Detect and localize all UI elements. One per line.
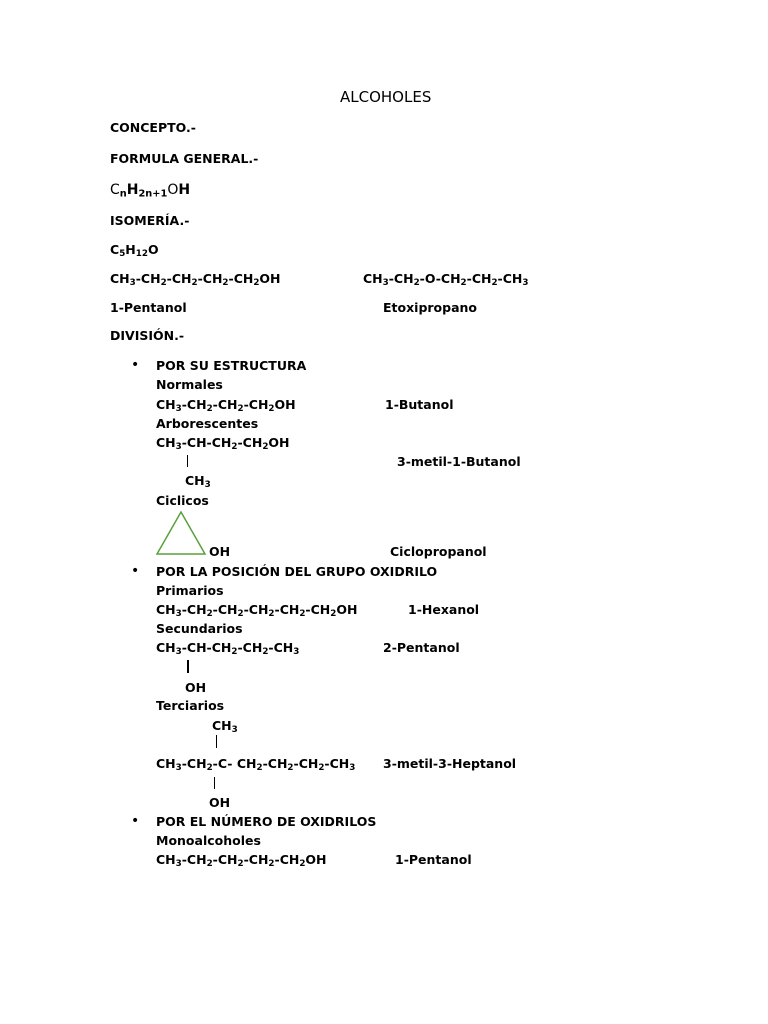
terciarios-label: Terciarios [156, 698, 225, 713]
isomer-right-formula: $CH_3-CH_2-O-CH_2-CH_2-CH_3$ [363, 271, 529, 289]
general-formula: $C_nH_{2n+1}OH$ [110, 182, 191, 200]
ciclicos-label: Ciclicos [156, 493, 209, 508]
concepto-heading: CONCEPTO.- [110, 120, 196, 135]
terciarios-formula: $CH_3-CH_2-C-$ $CH_2-CH_2-CH_2-CH_3$ [156, 756, 356, 774]
arborescentes-formula: $CH_3-CH-CH_2-CH_2OH$ [156, 435, 290, 453]
monoalcoholes-label: Monoalcoholes [156, 833, 261, 848]
secundarios-label: Secundarios [156, 621, 243, 636]
molecular-formula: $C_5H_{12}O$ [110, 242, 159, 260]
bond-line [216, 735, 217, 748]
secundarios-formula: $CH_3-CH-CH_2-CH_2-CH_3$ [156, 640, 300, 658]
arborescentes-ch3: $CH_3$ [185, 473, 211, 491]
section-estructura-label: POR SU ESTRUCTURA [156, 358, 307, 373]
isomer-left-name: 1-Pentanol [110, 300, 187, 315]
monoalcoholes-name: 1-Pentanol [395, 852, 472, 867]
secundarios-name: 2-Pentanol [383, 640, 460, 655]
formula-general-heading: FORMULA GENERAL.- [110, 151, 259, 166]
isomer-left-formula: $CH_3-CH_2-CH_2-CH_2-CH_2OH$ [110, 271, 281, 289]
bullet-icon: • [131, 357, 140, 373]
primarios-name: 1-Hexanol [408, 602, 480, 617]
ciclicos-name: Ciclopropanol [390, 544, 487, 559]
arborescentes-label: Arborescentes [156, 416, 259, 431]
isomer-right-name: Etoxipropano [383, 300, 478, 315]
division-heading: DIVISIÓN.- [110, 328, 185, 343]
bond-line [187, 660, 189, 673]
isomeria-heading: ISOMERÍA.- [110, 213, 190, 228]
bond-line [187, 455, 188, 467]
bond-line [214, 777, 215, 789]
section-numero-label: POR EL NÚMERO DE OXIDRILOS [156, 814, 377, 829]
bullet-icon: • [131, 813, 140, 829]
terciarios-name: 3-metil-3-Heptanol [383, 756, 517, 771]
bullet-icon: • [131, 563, 140, 579]
primarios-formula: $CH_3-CH_2-CH_2-CH_2-CH_2-CH_2OH$ [156, 602, 358, 620]
terciarios-oh: OH [209, 795, 231, 810]
ciclicos-oh: OH [209, 544, 231, 559]
secundarios-oh: OH [185, 680, 207, 695]
cyclopropane-triangle-icon [155, 510, 207, 556]
arborescentes-name: 3-metil-1-Butanol [397, 454, 521, 469]
terciarios-ch3: $CH_3$ [212, 718, 238, 736]
normales-label: Normales [156, 377, 223, 392]
normales-name: 1-Butanol [385, 397, 454, 412]
normales-formula: $CH_3-CH_2-CH_2-CH_2OH$ [156, 397, 296, 415]
primarios-label: Primarios [156, 583, 224, 598]
section-posicion-label: POR LA POSICIÓN DEL GRUPO OXIDRILO [156, 564, 438, 579]
monoalcoholes-formula: $CH_3-CH_2-CH_2-CH_2-CH_2OH$ [156, 852, 327, 870]
page-title: ALCOHOLES [340, 88, 432, 106]
